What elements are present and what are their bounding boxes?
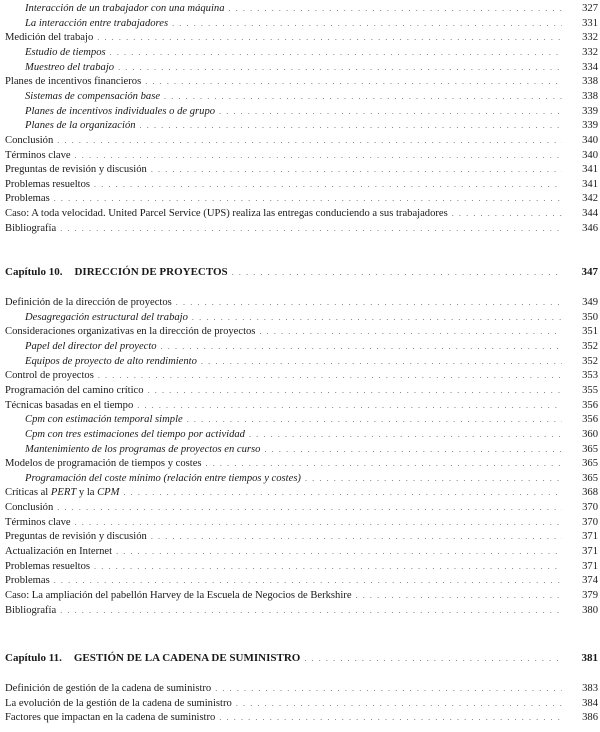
dot-leader (75, 516, 562, 530)
page-number: 339 (582, 105, 598, 117)
entry-title-part: CPM (97, 487, 120, 499)
page-number: 338 (582, 76, 598, 88)
dot-leader (97, 31, 562, 45)
page-number: 349 (582, 297, 598, 308)
dot-leader (145, 75, 562, 89)
page-number: 351 (582, 326, 598, 338)
toc-entry (5, 149, 598, 163)
toc-entry (5, 369, 598, 383)
dot-leader (75, 149, 562, 163)
toc-entry (5, 530, 598, 544)
page-number: 332 (582, 46, 598, 58)
toc-subentry (25, 443, 598, 457)
toc-subentry (25, 90, 598, 104)
dot-leader (140, 119, 562, 133)
page-number: 370 (582, 502, 598, 514)
dot-leader (137, 399, 562, 413)
chapter-title (5, 265, 232, 279)
entry-title: La evolución de la gestión de la cadena de suministro (5, 697, 232, 709)
entry-title: Términos clave (5, 516, 71, 528)
page-number: 352 (582, 355, 598, 367)
dot-leader (94, 560, 562, 574)
page-number: 386 (582, 712, 598, 724)
entry-title: Problemas (5, 575, 50, 587)
chapter-heading (5, 265, 598, 279)
entry-title: Técnicas basadas en el tiempo (5, 399, 134, 411)
dot-leader (116, 545, 562, 559)
dot-leader (151, 530, 562, 544)
dot-leader (249, 428, 562, 442)
page-number: 332 (582, 32, 598, 44)
entry-title: Bibliografía (5, 604, 57, 616)
toc-entry (5, 207, 598, 221)
dot-leader (60, 604, 562, 618)
page-number: 368 (582, 487, 598, 499)
toc-entry (5, 457, 598, 471)
dot-leader (192, 311, 562, 325)
entry-title: Mantenimiento de los programas de proyectos en curso (25, 443, 261, 455)
toc-subentry (25, 311, 598, 325)
chapter-name: DIRECCIÓN DE PROYECTOS (74, 266, 228, 278)
toc-subentry (25, 2, 598, 16)
page-number: 360 (582, 428, 598, 440)
dot-leader (215, 682, 562, 696)
entry-title: Preguntas de revisión y discusión (5, 164, 147, 176)
page-number: 371 (582, 546, 598, 558)
page-number: 340 (582, 134, 598, 146)
page-number: 340 (582, 149, 598, 161)
toc-entry (5, 486, 598, 500)
entry-title: Cpm con estimación temporal simple (25, 414, 183, 426)
dot-leader (57, 134, 562, 148)
dot-leader (452, 207, 562, 221)
page-number: 331 (582, 17, 598, 29)
entry-title: Estudio de tiempos (25, 46, 106, 58)
toc-subentry (25, 17, 598, 31)
dot-leader (164, 90, 562, 104)
page-number: 383 (582, 683, 598, 694)
toc-entry (5, 516, 598, 530)
toc-entry (5, 384, 598, 398)
entry-title: Programación del camino crítico (5, 384, 144, 396)
page-number: 365 (582, 458, 598, 470)
toc-entry (5, 31, 598, 45)
entry-title: Conclusión (5, 134, 54, 146)
page-number: 327 (582, 3, 598, 14)
dot-leader (123, 486, 562, 500)
page-number: 342 (582, 193, 598, 205)
page-number: 347 (581, 266, 598, 278)
entry-title: Bibliografía (5, 222, 57, 234)
chapter-heading (5, 651, 598, 665)
toc-entry (5, 296, 598, 310)
page-number: 379 (582, 590, 598, 601)
toc-entry (5, 545, 598, 559)
toc-entry (5, 325, 598, 339)
toc-entry (5, 589, 598, 603)
entry-title-part: PERT (50, 487, 77, 499)
dot-leader (118, 61, 562, 75)
page-number: 346 (582, 222, 598, 234)
toc-subentry (25, 355, 598, 369)
toc-entry (5, 560, 598, 574)
chapter-title (5, 651, 304, 665)
toc-subentry (25, 340, 598, 354)
toc-entry (5, 222, 598, 236)
dot-leader (229, 2, 563, 16)
page-number: 380 (582, 604, 598, 616)
dot-leader (305, 472, 562, 486)
page-number: 353 (582, 370, 598, 382)
page-number: 341 (582, 178, 598, 190)
page-number: 356 (582, 399, 598, 411)
toc-entry (5, 682, 598, 696)
toc-subentry (25, 413, 598, 427)
page-number: 344 (582, 208, 598, 220)
dot-leader (201, 355, 562, 369)
page-number: 381 (581, 652, 598, 664)
page-number: 356 (582, 414, 598, 426)
chapter-number: Capítulo 10. (5, 266, 63, 278)
page-number: 341 (582, 164, 598, 176)
toc-subentry (25, 428, 598, 442)
toc-entry (5, 178, 598, 192)
page-number: 384 (582, 697, 598, 709)
toc-entry (5, 75, 598, 89)
entry-title: Papel del director del proyecto (25, 340, 157, 352)
entry-title: Planes de la organización (25, 120, 136, 132)
toc-entry (5, 163, 598, 177)
page-number: 365 (582, 443, 598, 455)
entry-title: Términos clave (5, 149, 71, 161)
toc-entry (5, 192, 598, 206)
toc-subentry (25, 119, 598, 133)
entry-title: Interacción de un trabajador con una máquina (25, 3, 225, 14)
entry-title: Definición de la dirección de proyectos (5, 297, 172, 308)
dot-leader (60, 222, 562, 236)
chapter-number: Capítulo 11. (5, 652, 62, 664)
entry-title: Caso: A toda velocidad. United Parcel Service (UPS) realiza las entregas conduciendo a sus trabajadores (5, 208, 448, 220)
page-number: 371 (582, 560, 598, 572)
page-number: 355 (582, 384, 598, 396)
toc-entry (5, 399, 598, 413)
toc-subentry (25, 105, 598, 119)
entry-title (5, 486, 123, 500)
dot-leader (187, 413, 562, 427)
dot-leader (151, 163, 562, 177)
entry-title: Modelos de programación de tiempos y costes (5, 458, 202, 470)
page-number: 370 (582, 516, 598, 528)
entry-title-part: y la (76, 487, 98, 499)
dot-leader (176, 296, 562, 310)
entry-title: Equipos de proyecto de alto rendimiento (25, 355, 197, 367)
entry-title: Actualización en Internet (5, 546, 113, 558)
toc-entry (5, 574, 598, 588)
dot-leader (219, 105, 562, 119)
entry-title: Conclusión (5, 502, 54, 514)
entry-title: Preguntas de revisión y discusión (5, 531, 147, 543)
toc-subentry (25, 61, 598, 75)
dot-leader (219, 711, 562, 725)
entry-title: Planes de incentivos financieros (5, 76, 142, 88)
entry-title: Control de proyectos (5, 370, 94, 382)
dot-leader (356, 589, 562, 603)
toc-subentry (25, 46, 598, 60)
dot-leader (259, 325, 562, 339)
dot-leader (232, 266, 562, 280)
dot-leader (57, 501, 562, 515)
entry-title: Muestreo del trabajo (25, 61, 115, 73)
page-number: 371 (582, 531, 598, 543)
toc-entry (5, 604, 598, 618)
entry-title: La interacción entre trabajadores (25, 17, 169, 29)
entry-title-part: Críticas al (5, 487, 51, 499)
page-number: 350 (582, 311, 598, 323)
entry-title: Cpm con tres estimaciones del tiempo por actividad (25, 428, 245, 440)
page-number: 334 (582, 61, 598, 73)
page-number: 365 (582, 472, 598, 484)
entry-title: Problemas resueltos (5, 560, 91, 572)
page-number: 339 (582, 120, 598, 132)
entry-title: Planes de incentivos individuales o de grupo (25, 105, 216, 117)
entry-title: Factores que impactan en la cadena de suministro (5, 712, 216, 724)
page-number: 374 (582, 575, 598, 587)
dot-leader (161, 340, 562, 354)
chapter-name: GESTIÓN DE LA CADENA DE SUMINISTRO (73, 652, 301, 664)
toc-entry (5, 501, 598, 515)
page-number: 352 (582, 340, 598, 352)
dot-leader (304, 652, 562, 666)
dot-leader (94, 178, 562, 192)
toc-entry (5, 711, 598, 725)
dot-leader (236, 697, 562, 711)
entry-title: Sistemas de compensación base (25, 90, 161, 102)
dot-leader (110, 46, 562, 60)
entry-title: Programación del coste mínimo (relación entre tiempos y costes) (25, 472, 301, 484)
entry-title: Problemas resueltos (5, 178, 91, 190)
entry-title: Desagregación estructural del trabajo (25, 311, 188, 323)
dot-leader (172, 17, 562, 31)
entry-title: Consideraciones organizativas en la dirección de proyectos (5, 326, 256, 338)
dot-leader (148, 384, 562, 398)
entry-title: Caso: La ampliación del pabellón Harvey de la Escuela de Negocios de Berkshire (5, 590, 352, 601)
toc-entry (5, 134, 598, 148)
dot-leader (264, 443, 562, 457)
entry-title: Medición del trabajo (5, 32, 94, 44)
dot-leader (54, 574, 562, 588)
toc-subentry (25, 472, 598, 486)
dot-leader (98, 369, 562, 383)
dot-leader (54, 192, 562, 206)
entry-title: Definición de gestión de la cadena de suministro (5, 683, 212, 694)
toc-entry (5, 697, 598, 711)
page-number: 338 (582, 90, 598, 102)
entry-title: Problemas (5, 193, 50, 205)
dot-leader (206, 457, 562, 471)
